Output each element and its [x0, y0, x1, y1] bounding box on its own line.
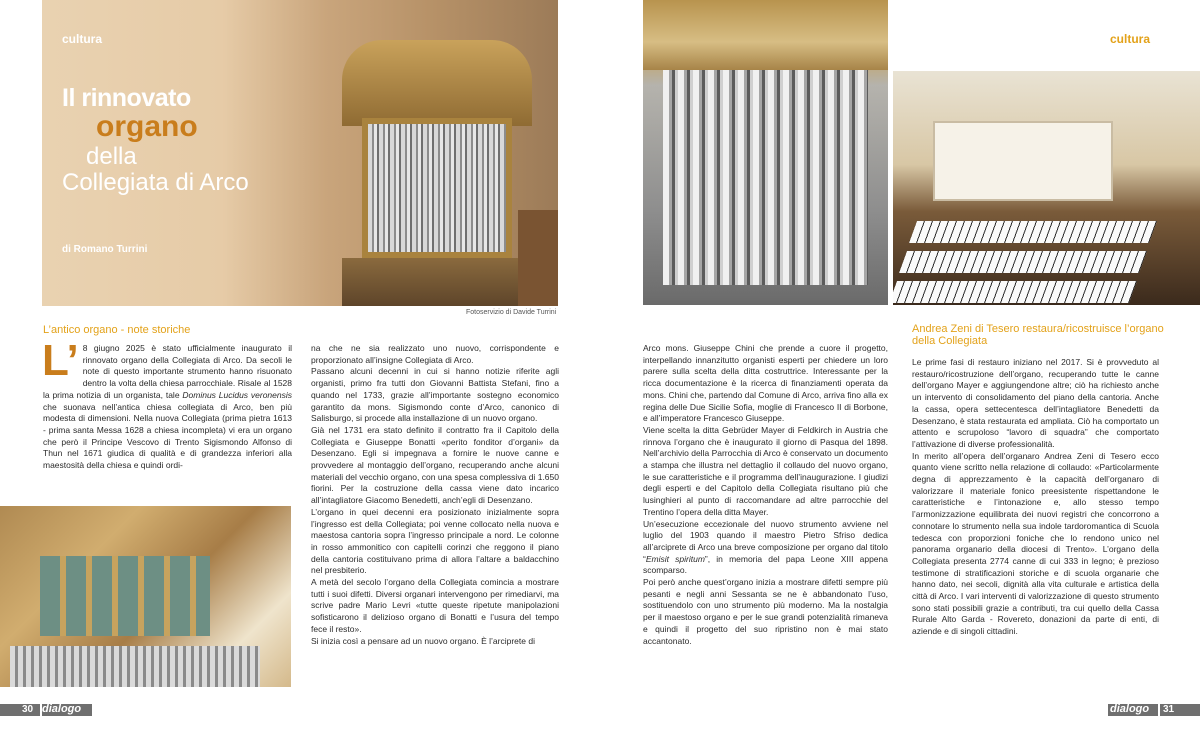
paragraph: [42, 336, 293, 472]
text-run: 8 giugno 2025 è stato ufficialmente inaugurato il rinnovato organo della Collegiata di Arco. Da secoli le note di questo importante strumento hanno risuonato dentro la volta della chiesa parrocchiale. Risale al 1528 la prima notizia di un organista, tale: [43, 343, 292, 400]
text-run: ”, in memoria del papa Leone XIII appena scomparso.: [643, 553, 888, 576]
text-column-3: [643, 343, 888, 647]
byline: di Romano Turrini: [62, 244, 148, 255]
page-number-right: 31: [1163, 704, 1175, 715]
paragraph: In merito all’opera dell’organaro Andrea Zeni di Tesero ecco quanto viene scritto nella relazione di collaudo: «Particolarmente degna di apprezzamento è la capacità dell’organaro di valorizzare il materiale fonico preesistente rispettandone le caratteristiche e l’intonazione e, allo stesso tempo l’armonizzazione equilibrata dei nuovi registri che concorrono a connotare lo strumento nella sua indole tardoromantica di Scuola tedesca con proporzioni foniche che lo rendono unico nel panorama organario della diocesi di Trento». L’organo della Collegiata presenta 2774 canne di cui 333 in legno; è prezioso testimone di stratificazioni storiche e di scuola organarie che hanno dato, nei secoli, dignità alla vita culturale e artistica della città di Arco. I vari interventi di valorizzazione di questo strumento sono stati possibili grazie a contributi, tra cui quello della Cassa Rurale Alto Garda - Rovereto, donazioni da parte di enti, di aziende e di singoli cittadini.: [912, 450, 1159, 637]
organ-case-crown: [342, 40, 532, 126]
keyboard-manual: [893, 281, 1137, 303]
page-number-left: 30: [22, 704, 34, 715]
title-line-1: Il rinnovato: [62, 84, 191, 112]
keyboard-manual: [899, 251, 1147, 273]
text-run: Un’esecuzione eccezionale del nuovo strumento avviene nel luglio del 1903 quando il maestro Pietro Sfriso dedica all’arciprete di Arco una breve composizione per organo dal titolo “: [643, 518, 888, 564]
organ-case-base: [342, 258, 532, 306]
title-line-2: organo: [96, 110, 198, 143]
photo-credit: Fotoservizio di Davide Turrini: [466, 309, 557, 316]
organ-console-photo: [893, 71, 1200, 305]
paragraph: Poi però anche quest’organo inizia a mostrare difetti sempre più pesanti e negli anni Sessanta se ne è abbandonato l’uso, sostituendolo con uno strumento più moderno. Ma la nostalgia per il maestoso organo e per le sue grandi potenzialità rimaneva e quindi il progetto del suo ripristino non è mai stato accantonato.: [643, 577, 888, 646]
paragraph: na che ne sia realizzato uno nuovo, corrispondente e proporzionato all’insigne Collegiata di Arco.: [311, 343, 559, 365]
organ-pipes: [362, 118, 512, 258]
magazine-name-right: dialogo: [1110, 703, 1150, 715]
keyboard-manual: [909, 221, 1157, 243]
paragraph: L’organo in quei decenni era posizionato inizialmente sopra l’ingresso est della Collegiata; poi venne collocato nella nuova e maestosa cantoria sopra l’ingresso principale a nord. Le colonne in rosso ammonitico con capitelli corinzi che reggono il piano della cantoria costituivano prima di allora l’altare a baldacchino nel presbiterio.: [311, 506, 559, 576]
organ-gallery-photo: [0, 506, 291, 687]
text-run: che suonava nell’antica chiesa collegiata di Arco, ben più modesta di dimensioni. Nella nuova Collegiata (prima pietra 1613 - prima santa Messa 1628 a chiesa incompleta) vi era un organo che però il Principe Vescovo di Trento Sigismondo Alfonso di Thun nel 1671 giudica di qualità e di grandezza inferiori alla maestosità della chiesa e quindi ordi-: [43, 401, 292, 471]
paragraph: Passano alcuni decenni in cui si hanno notizie riferite agli organisti, primo fra tutti don Giovanni Battista Stefani, fino a quando nel 1733, grazie all’importante sostegno economico garantito da mons. Sigismondo conte d’Arco, canonico di Salisburgo, si procede alla installazione di un nuovo organo.: [311, 366, 559, 424]
text-column-2: [311, 343, 559, 647]
paragraph: [643, 519, 888, 578]
italic-text-run: Dominus Lucidus veronensis: [182, 389, 293, 400]
subhead-history: L’antico organo - note storiche: [43, 324, 191, 336]
text-column-4: [912, 357, 1159, 638]
title-line-4: Collegiata di Arco: [62, 169, 249, 196]
paragraph: Già nel 1731 era stato definito il contratto fra il Capitolo della Collegiata e Giuseppe Bonatti «perito fonditor d’organi» da Desenzano. Egli si impegnava a fornire le nuove canne e provvedere al montaggio dell’organo, recuperando anche alcuni materiali del vecchio organo, con una spesa complessiva di 1.650 fiorini. Per la costruzione della cassa viene dato incarico all’intagliatore Giacomo Benedetti, anch’egli di Desenzano.: [311, 424, 559, 506]
paragraph: A metà del secolo l’organo della Collegiata comincia a mostrare tutti i suoi difetti. Diversi organari intervengono per rimediarvi, ma scrive padre Mario Levri «tutte queste ripetute manipolazioni sofisticarono il delizioso organo di Bonatti e l’usura del tempo fece il resto».: [311, 577, 559, 634]
text-column-1: [42, 336, 293, 472]
organ-pipes-photo: [643, 0, 888, 305]
music-sheet: [933, 121, 1113, 201]
cantoria-balustrade: [40, 556, 210, 636]
article-title: [62, 84, 362, 196]
dropcap: L’: [42, 336, 79, 385]
organ-pipes: [10, 646, 260, 687]
pipe-rank: [663, 70, 868, 285]
italic-text-run: Emisit spiritum: [645, 553, 705, 564]
paragraph: Arco mons. Giuseppe Chini che prende a cuore il progetto, interpellando innanzitutto organisti esperti per chiedere un loro parere sulla scelta della ditta costruttrice. Interessante per la ricca documentazione è la ricerca di finanziamenti operata da mons. Chini che, partendo dal Comune di Arco, arriva fino alla ex regina delle Due Sicilie Sofia, moglie di Francesco II di Borbone, e all’imperatore Francesco Giuseppe.: [643, 343, 888, 424]
wooden-gallery: [518, 210, 558, 306]
section-tag-left: cultura: [62, 32, 103, 46]
carved-arch: [643, 0, 888, 70]
section-tag-right: cultura: [1110, 32, 1151, 46]
paragraph: Si inizia così a pensare ad un nuovo organo. È l’arciprete di: [311, 635, 535, 646]
paragraph: Le prime fasi di restauro iniziano nel 2017. Si è provveduto al restauro/ricostruzione dell’organo, recuperando tutte le canne dell’organo Mayer e aggiungendone altre; ciò ha richiesto anche un intervento di consolidamento del piano della cantoria. Anche la cassa, opera settecentesca dell’intagliatore Benedetti da Desenzano, è stata restaurata ed ampliata. Ciò ha comportato un attento e scrupoloso “lavoro di squadra” che comportato l’attivazione di diverse professionalità.: [912, 357, 1159, 449]
title-line-3: della: [86, 143, 137, 170]
subhead-restoration: Andrea Zeni di Tesero restaura/ricostruisce l’organo della Collegiata: [912, 323, 1164, 347]
magazine-name-left: dialogo: [42, 703, 82, 715]
footer-divider: [1158, 704, 1160, 716]
paragraph: Viene scelta la ditta Gebrüder Mayer di Feldkirch in Austria che rinnova l’organo che è inaugurato il giorno di Pasqua del 1898. Nell’archivio della Parrocchia di Arco è conservato un documento a stampa che illustra nel dettaglio il collaudo del nuovo organo, le sue caratteristiche e il programma dell’inaugurazione. I giudizi degli esperti e del Capitolo della Collegiata risultano più che lusinghieri al punto di raccomandare ad altre parrocchie del Trentino l’opera della ditta Mayer.: [643, 424, 888, 517]
